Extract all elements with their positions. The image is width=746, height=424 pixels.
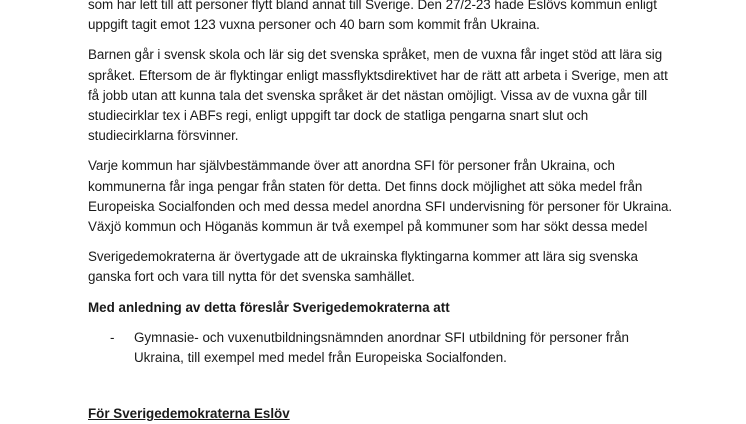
text-line: Barnen går i svensk skola och lär sig det svenska språket, men de vuxna får inget stöd att lära sig <box>88 47 663 63</box>
signature-line: För Sverigedemokraterna Eslöv <box>88 406 290 421</box>
text-line: studiecirklar tex i ABFs regi, enligt uppgift tar dock de statliga pengarna snart slut och <box>88 108 589 124</box>
text-line: få jobb utan att kunna tala det svenska språket är det nästan omöjligt. Vissa av de vuxna går till <box>88 87 648 103</box>
text-line: som har lett till att personer flytt bland annat till Sverige. Den 27/2-23 hade Eslövs kommun enligt <box>88 0 657 12</box>
proposal-list-item <box>88 328 658 368</box>
text-line: språket. Eftersom de är flyktingar enligt massflyktsdirektivet har de rätt att arbeta i Sverige, men att <box>88 67 668 83</box>
text-line: kommunerna får inga pengar från staten för detta. Det finns dock möjlighet att söka medel från <box>88 178 643 194</box>
text-line: Ukraina, till exempel med medel från Europeiska Socialfonden. <box>134 350 507 366</box>
text-line: studiecirklarna försvinner. <box>88 128 239 144</box>
paragraph-conviction <box>88 247 658 287</box>
document-body <box>88 0 673 368</box>
text-line: Växjö kommun och Höganäs kommun är två exempel på kommuner som har sökt dessa medel <box>88 219 648 235</box>
proposal-heading: Med anledning av detta föreslår Sverigedemokraterna att <box>88 299 450 315</box>
text-line: Varje kommun har självbestämmande över att anordna SFI för personer från Ukraina, och <box>88 158 615 174</box>
text-line: Gymnasie- och vuxenutbildningsnämnden anordnar SFI utbildning för personer från <box>134 329 629 345</box>
text-line: Sverigedemokraterna är övertygade att de ukrainska flyktingarna kommer att lära sig svenska <box>88 249 638 265</box>
paragraph-language-support <box>88 45 668 146</box>
bullet-dash: - <box>110 329 115 345</box>
text-line: ganska fort och vara till nytta för det svenska samhället. <box>88 269 415 285</box>
paragraph-refugees-intro <box>88 0 658 35</box>
text-line: Europeiska Socialfonden och med dessa medel anordna SFI undervisning för personer för Ukraina. <box>88 198 673 214</box>
paragraph-municipal-sfi <box>88 156 673 237</box>
text-line: uppgift tagit emot 123 vuxna personer och 40 barn som kommit från Ukraina. <box>88 17 540 33</box>
